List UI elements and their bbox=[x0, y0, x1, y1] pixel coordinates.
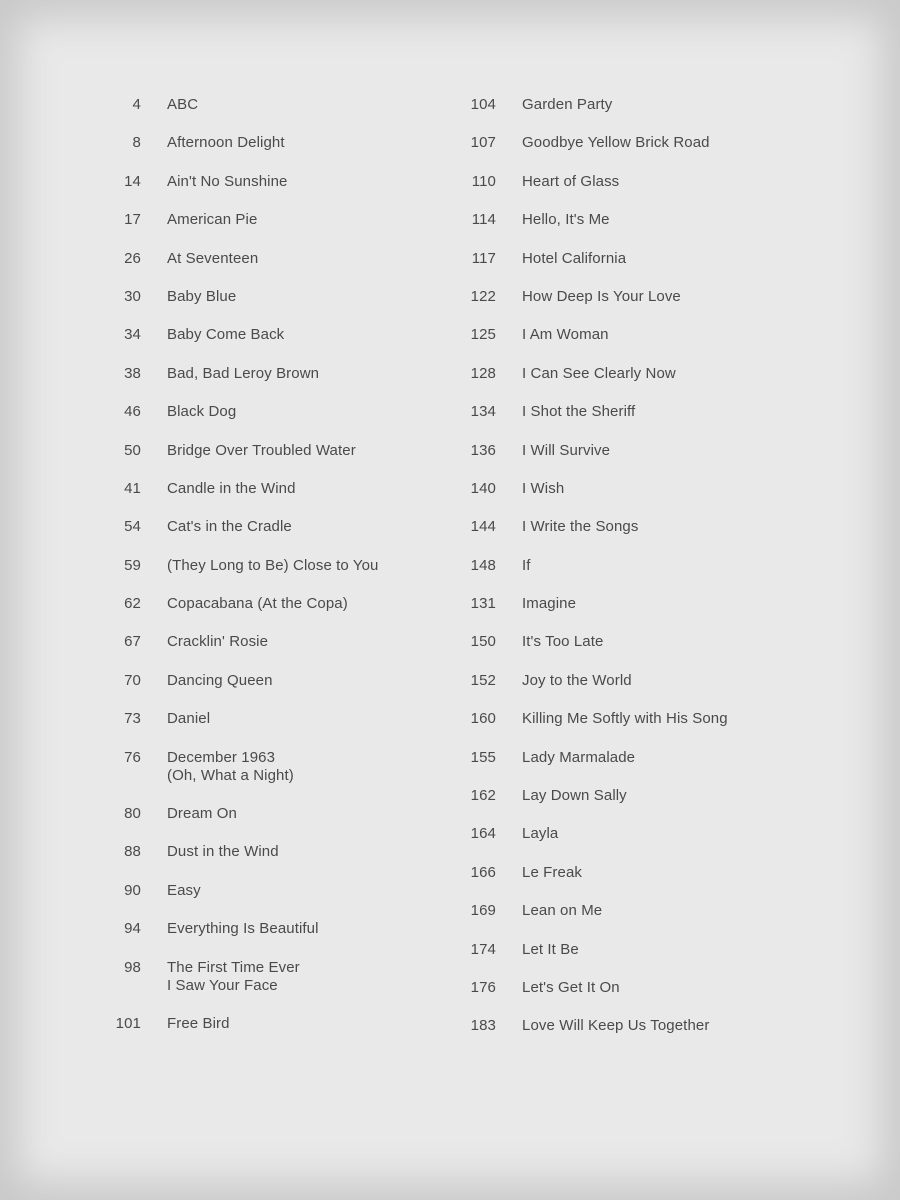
page-number: 136 bbox=[470, 441, 496, 459]
song-title: Imagine bbox=[522, 595, 577, 613]
page-number: 62 bbox=[124, 595, 141, 613]
page-number: 166 bbox=[470, 863, 496, 881]
contents-entry bbox=[455, 480, 855, 518]
song-title: Black Dog bbox=[167, 403, 237, 421]
contents-entry bbox=[455, 672, 855, 710]
song-title: Hello, It's Me bbox=[522, 211, 610, 229]
contents-entry bbox=[100, 480, 460, 518]
page-number: 101 bbox=[115, 1014, 141, 1032]
contents-entry bbox=[455, 633, 855, 671]
song-title: Love Will Keep Us Together bbox=[522, 1017, 710, 1035]
song-title: Heart of Glass bbox=[522, 172, 620, 190]
contents-entry bbox=[455, 902, 855, 940]
song-title: Goodbye Yellow Brick Road bbox=[522, 134, 710, 152]
contents-entry bbox=[100, 326, 460, 364]
song-title: Let's Get It On bbox=[522, 978, 620, 996]
song-title: At Seventeen bbox=[167, 249, 259, 267]
page-number: 76 bbox=[124, 748, 141, 766]
song-title: Let It Be bbox=[522, 940, 579, 958]
page-number: 14 bbox=[124, 172, 141, 190]
page-number: 125 bbox=[470, 326, 496, 344]
contents-entry bbox=[100, 518, 460, 556]
song-title: Hotel California bbox=[522, 249, 627, 267]
contents-entry bbox=[455, 557, 855, 595]
page-number: 41 bbox=[124, 479, 141, 497]
page-number: 174 bbox=[470, 940, 496, 958]
page-number: 98 bbox=[124, 958, 141, 976]
song-title: Everything Is Beautiful bbox=[167, 920, 319, 938]
contents-column-left bbox=[100, 96, 460, 1053]
song-title: I Am Woman bbox=[522, 326, 609, 344]
page-number: 50 bbox=[124, 441, 141, 459]
song-title: Dancing Queen bbox=[167, 671, 273, 689]
song-title: Baby Come Back bbox=[167, 326, 285, 344]
page-number: 134 bbox=[470, 403, 496, 421]
contents-entry bbox=[455, 134, 855, 172]
song-title: It's Too Late bbox=[522, 633, 604, 651]
song-title: ABC bbox=[167, 96, 199, 113]
page-number: 26 bbox=[124, 249, 141, 267]
contents-entry bbox=[100, 843, 460, 881]
page-number: 128 bbox=[470, 364, 496, 382]
contents-entry bbox=[455, 211, 855, 249]
contents-entry bbox=[100, 250, 460, 288]
contents-entry bbox=[455, 250, 855, 288]
contents-entry bbox=[455, 749, 855, 787]
contents-entry bbox=[100, 288, 460, 326]
page-number: 155 bbox=[470, 748, 496, 766]
song-title: Dust in the Wind bbox=[167, 843, 279, 861]
song-title: The First Time Ever I Saw Your Face bbox=[167, 958, 300, 994]
contents-entry bbox=[455, 979, 855, 1017]
song-title: Bridge Over Troubled Water bbox=[167, 441, 356, 459]
song-title: Daniel bbox=[167, 710, 211, 728]
page-number: 150 bbox=[470, 633, 496, 651]
contents-entry bbox=[455, 173, 855, 211]
song-title: Le Freak bbox=[522, 863, 582, 881]
page-number: 59 bbox=[124, 556, 141, 574]
song-title: Easy bbox=[167, 881, 201, 899]
page-number: 80 bbox=[124, 805, 141, 823]
page-number: 160 bbox=[470, 710, 496, 728]
song-title: Joy to the World bbox=[522, 671, 632, 689]
contents-entry bbox=[455, 710, 855, 748]
song-title: I Can See Clearly Now bbox=[522, 364, 676, 382]
contents-entry bbox=[100, 805, 460, 843]
song-title: I Will Survive bbox=[522, 441, 611, 459]
page-number: 152 bbox=[470, 671, 496, 689]
page-number: 122 bbox=[470, 287, 496, 305]
contents-entry bbox=[100, 365, 460, 403]
song-title: Free Bird bbox=[167, 1014, 230, 1032]
page-number: 54 bbox=[124, 518, 141, 536]
page-number: 176 bbox=[470, 978, 496, 996]
contents-entry bbox=[100, 403, 460, 441]
page-number: 144 bbox=[470, 518, 496, 536]
contents-entry bbox=[455, 1017, 855, 1055]
page-number: 162 bbox=[470, 787, 496, 805]
song-title: Lady Marmalade bbox=[522, 748, 636, 766]
contents-entry bbox=[455, 825, 855, 863]
song-title: Copacabana (At the Copa) bbox=[167, 595, 348, 613]
song-title: How Deep Is Your Love bbox=[522, 287, 681, 305]
song-title: Baby Blue bbox=[167, 287, 237, 305]
song-title: Lay Down Sally bbox=[522, 787, 627, 805]
contents-entry bbox=[100, 882, 460, 920]
contents-entry bbox=[100, 595, 460, 633]
contents-entry bbox=[455, 864, 855, 902]
contents-entry bbox=[455, 326, 855, 364]
contents-entry bbox=[455, 442, 855, 480]
contents-entry bbox=[100, 710, 460, 748]
contents-entry bbox=[100, 1015, 460, 1053]
song-title: Dream On bbox=[167, 805, 237, 823]
song-title: Cat's in the Cradle bbox=[167, 518, 292, 536]
song-title: I Shot the Sheriff bbox=[522, 403, 636, 421]
page-number: 30 bbox=[124, 287, 141, 305]
page-number: 34 bbox=[124, 326, 141, 344]
page-number: 17 bbox=[124, 211, 141, 229]
contents-entry bbox=[455, 787, 855, 825]
song-title: December 1963 (Oh, What a Night) bbox=[167, 748, 294, 784]
contents-column-right bbox=[455, 96, 855, 1056]
page-number: 8 bbox=[132, 134, 141, 152]
page-number: 117 bbox=[471, 249, 496, 267]
page-number: 38 bbox=[124, 364, 141, 382]
contents-entry bbox=[100, 633, 460, 671]
contents-entry bbox=[455, 518, 855, 556]
page-number: 114 bbox=[471, 211, 496, 229]
contents-entry bbox=[100, 959, 460, 1015]
page-number: 70 bbox=[124, 671, 141, 689]
page-number: 67 bbox=[124, 633, 141, 651]
song-title: Afternoon Delight bbox=[167, 134, 285, 152]
contents-entry bbox=[100, 442, 460, 480]
contents-entry bbox=[100, 211, 460, 249]
contents-entry bbox=[100, 672, 460, 710]
contents-entry bbox=[455, 96, 855, 134]
song-title: Lean on Me bbox=[522, 902, 603, 920]
contents-entry bbox=[455, 288, 855, 326]
song-title: Cracklin' Rosie bbox=[167, 633, 269, 651]
page-number: 90 bbox=[124, 881, 141, 899]
song-title: Candle in the Wind bbox=[167, 479, 296, 497]
page-number: 46 bbox=[124, 403, 141, 421]
page-number: 88 bbox=[124, 843, 141, 861]
song-title: I Wish bbox=[522, 479, 565, 497]
page-number: 73 bbox=[124, 710, 141, 728]
page-number: 4 bbox=[132, 96, 141, 113]
song-title: American Pie bbox=[167, 211, 258, 229]
contents-entry bbox=[100, 134, 460, 172]
page-number: 131 bbox=[470, 595, 496, 613]
page-number: 110 bbox=[471, 172, 496, 190]
page-number: 169 bbox=[470, 902, 496, 920]
page-number: 183 bbox=[470, 1017, 496, 1035]
contents-entry bbox=[100, 173, 460, 211]
contents-entry bbox=[455, 403, 855, 441]
song-title: Bad, Bad Leroy Brown bbox=[167, 364, 320, 382]
page-number: 107 bbox=[470, 134, 496, 152]
page-number: 164 bbox=[470, 825, 496, 843]
contents-entry bbox=[100, 920, 460, 958]
song-title: Killing Me Softly with His Song bbox=[522, 710, 728, 728]
contents-entry bbox=[100, 557, 460, 595]
page-number: 148 bbox=[470, 556, 496, 574]
song-title: Layla bbox=[522, 825, 559, 843]
contents-entry bbox=[100, 749, 460, 805]
contents-entry bbox=[455, 365, 855, 403]
song-title: (They Long to Be) Close to You bbox=[167, 556, 379, 574]
contents-entry bbox=[455, 941, 855, 979]
contents-entry bbox=[100, 96, 460, 134]
song-title: I Write the Songs bbox=[522, 518, 639, 536]
song-title: Ain't No Sunshine bbox=[167, 172, 288, 190]
page-number: 94 bbox=[124, 920, 141, 938]
page-number: 140 bbox=[470, 479, 496, 497]
song-title: Garden Party bbox=[522, 96, 613, 113]
song-title: If bbox=[522, 556, 531, 574]
page-number: 104 bbox=[470, 96, 496, 113]
contents-entry bbox=[455, 595, 855, 633]
